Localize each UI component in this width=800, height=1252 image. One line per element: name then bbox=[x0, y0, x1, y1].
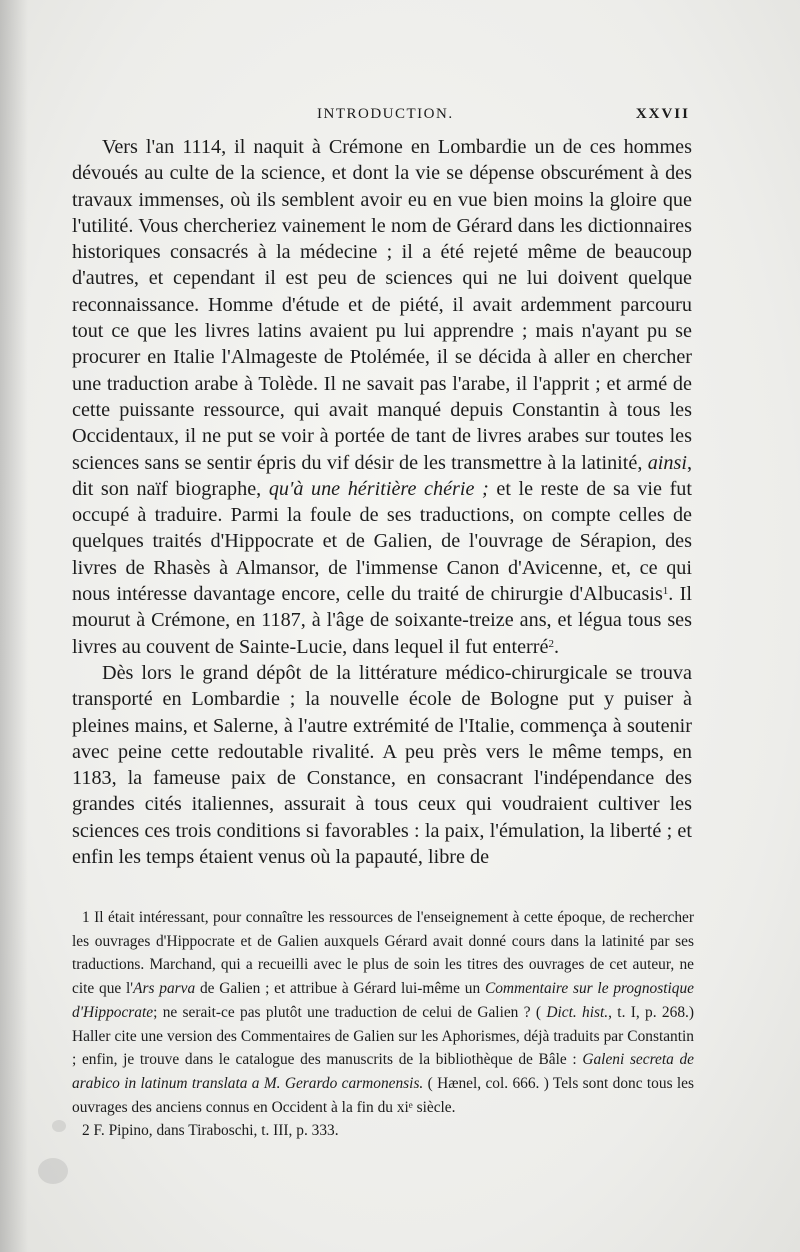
footnotes bbox=[72, 906, 694, 1143]
paragraph bbox=[72, 134, 692, 660]
italic-text: Dict. hist. bbox=[546, 1003, 609, 1021]
italic-text: qu'à une héritière chérie ; bbox=[268, 477, 489, 500]
paragraph: Dès lors le grand dépôt de la littérature médico-chirurgicale se trouva transporté en Lombardie ; la nouvelle école de Bologne put y puiser à pleines mains, et Salerne, à l'autre extrémité de l'Italie, commença à soutenir avec peine cette redoutable rivalité. A peu près vers le même temps, en 1183, la fameuse paix de Constance, en consacrant l'indépendance des grandes cités italiennes, assurait à tous ceux qui voudraient cultiver les sciences ces trois conditions si favorables : la paix, l'émulation, la liberté ; et enfin les temps étaient venus où la papauté, libre de bbox=[72, 661, 692, 869]
italic-text: Ars parva bbox=[133, 980, 196, 998]
text-run: de Galien ; et attribue à Gérard lui-même un bbox=[199, 980, 481, 998]
italic-text: ainsi bbox=[647, 451, 687, 474]
footnote bbox=[72, 906, 694, 1119]
italic-text: Galeni secreta de arabico in latinum translata a M. Gerardo carmonensis. bbox=[72, 1051, 695, 1092]
text-run: ( Hænel, col. 666. ) Tels sont donc tous les ouvrages des anciens connus en Occident à la fin du bbox=[72, 1074, 694, 1116]
text-run: , dit son naïf biographe, bbox=[72, 451, 693, 500]
text-run: Vers l'an 1114, il naquit à Crémone en Lombardie un de ces hommes dévoués au culte de la science, et dont la vie se dépense obscurément à des travaux immenses, où ils semblent avoir eu en vue bien moins la gloire que l'utilité. Vous chercheriez vainement le nom de Gérard dans les dictionnaires historiques consacrés à la médecine ; il a été rejeté même de beaucoup d'autres, et cependant il est peu de sciences qui ne lui doivent quelque reconnaissance. Homme d'étude et de piété, il avait ardemment parcouru tout ce que les livres latins avaient pu lui apprendre ; mais n'ayant pu se procurer en Italie l'Almageste de Ptolémée, il se décida à aller en chercher une traduction arabe à Tolède. Il ne savait pas l'arabe, il l'apprit ; et armé de cette puissante ressource, qui avait manqué depuis Constantin à tous les Occidentaux, il ne put se voir à portée de tant de livres arabes sur toutes les sciences sans se sentir épris du vif désir de les transmettre à la latinité, bbox=[72, 136, 692, 474]
page-number: XXVII bbox=[635, 106, 690, 122]
running-title: INTRODUCTION. bbox=[317, 106, 454, 122]
text-run: . bbox=[553, 635, 560, 658]
text-run: 1 Il était intéressant, pour connaître les ressources de l'enseignement à cette époque, de rechercher les ouvrages d'Hippocrate et de Galien auxquels Gérard avait donné cours dans la latinité par ses traductions. Marchand, qui a recueilli avec le plus de soin les titres des ouvrages de cet auteur, ne cite que l' bbox=[72, 909, 694, 998]
text-run: et le reste de sa vie fut occupé à traduire. Parmi la foule de ses traductions, on compte celles de quelques traités d'Hippocrate et de Galien, de l'ouvrage de Sérapion, des livres de Rhasès à Almansor, de l'immense Canon d'Avicenne, et, ce qui nous intéresse davantage encore, celle du traité de chirurgie d'Albucasis bbox=[72, 477, 693, 606]
footnote: 2 F. Pipino, dans Tiraboschi, t. III, p. 333. bbox=[82, 1122, 339, 1140]
text-run: xiᵉ siècle. bbox=[396, 1098, 456, 1116]
running-header bbox=[72, 106, 690, 128]
italic-text: Commentaire sur le prognostique d'Hippocrate bbox=[72, 980, 694, 1021]
text-run: . Il mourut à Crémone, en 1187, à l'âge de soixante-treize ans, et légua tous ses livres au couvent de Sainte-Lucie, dans lequel il fut enterré bbox=[72, 583, 692, 658]
main-text bbox=[72, 134, 692, 870]
text-run: , t. I, p. 268.) Haller cite une version des Commentaires de Galien sur les Aphorismes, déjà traduits par Constantin ; enfin, je trouve dans le catalogue des manuscrits de la bibliothèque de Bâle : bbox=[72, 1003, 694, 1069]
paper-stain bbox=[38, 1158, 68, 1184]
page-edge-shadow bbox=[0, 0, 28, 1252]
text-run: ; ne serait-ce pas plutôt une traduction de celui de Galien ? ( bbox=[153, 1003, 541, 1021]
footnote-ref: 2 bbox=[548, 637, 554, 650]
paper-stain bbox=[52, 1120, 66, 1132]
footnote-ref: 1 bbox=[662, 585, 669, 598]
